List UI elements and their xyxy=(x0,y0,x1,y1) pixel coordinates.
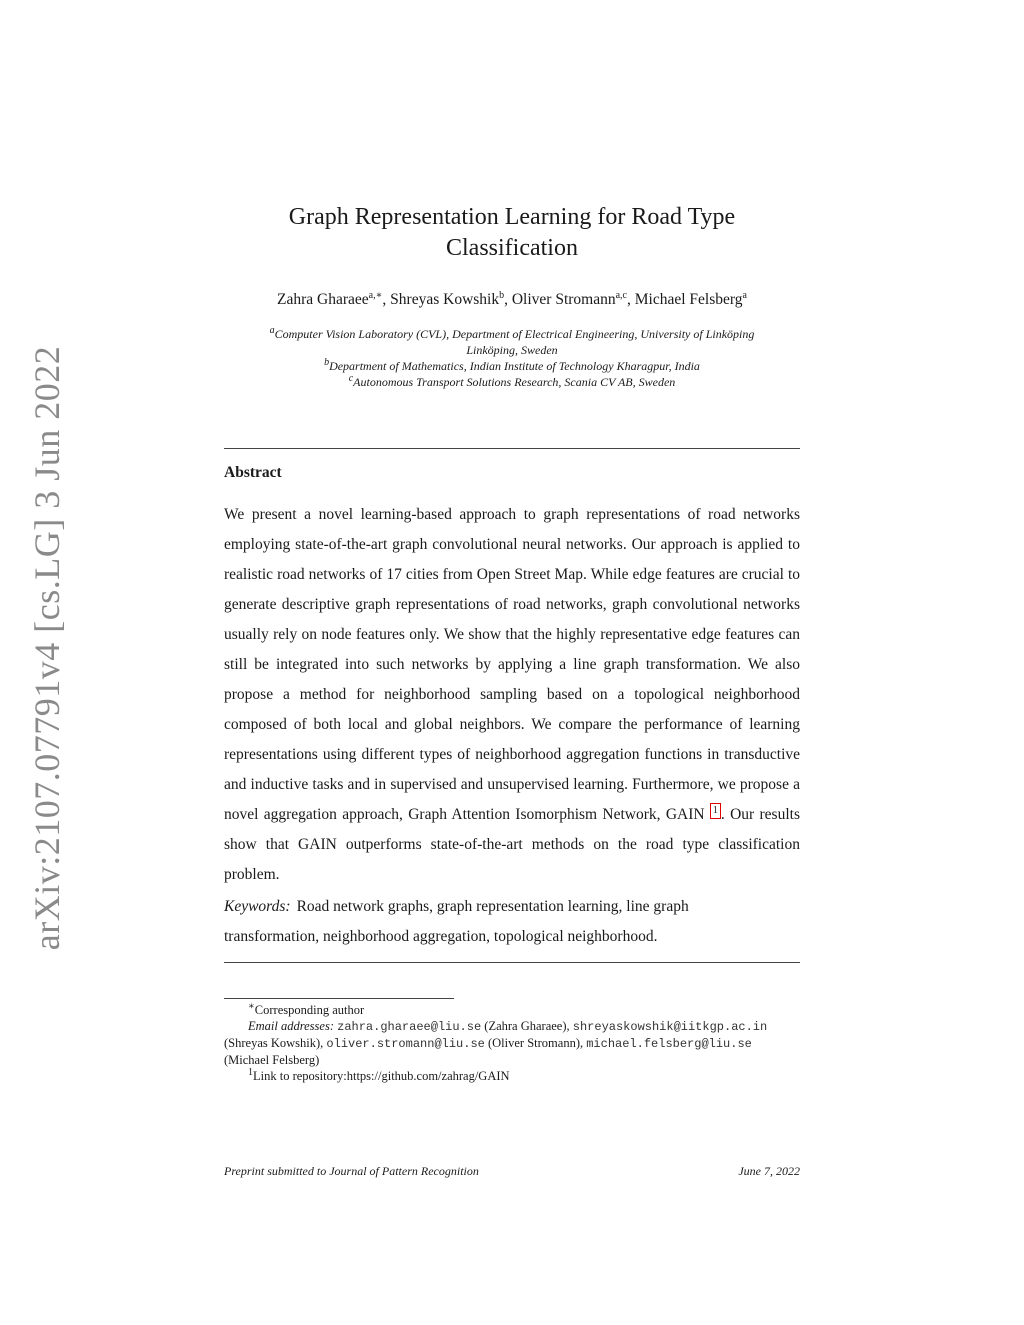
keywords-text: Road network graphs, graph representation learning, line graph transformation, neighborhood aggregation, topological neighborhood. xyxy=(224,898,689,945)
title-line-2: Classification xyxy=(446,235,578,261)
corresponding-author-note xyxy=(224,1002,800,1018)
affiliation-text: Computer Vision Laboratory (CVL), Department of Electrical Engineering, University of Linköping xyxy=(274,327,755,341)
footer-date: June 7, 2022 xyxy=(738,1164,800,1178)
footnote-mark: 1 xyxy=(248,1066,253,1078)
keywords xyxy=(224,892,784,952)
affiliation-item xyxy=(224,374,800,390)
affiliation-item xyxy=(224,326,800,342)
abstract-top-rule xyxy=(224,448,800,449)
author-affil-mark: a,∗ xyxy=(368,289,383,301)
arxiv-identifier: arXiv:2107.07791v4 [cs.LG] 3 Jun 2022 xyxy=(27,345,67,951)
page-footer xyxy=(224,1164,800,1179)
footer-journal: Preprint submitted to Journal of Pattern Recognition xyxy=(224,1164,479,1178)
author-name: Michael Felsberg xyxy=(634,291,743,308)
abstract-text-part: . Our results show that GAIN outperforms state-of-the-art methods on the road type classification problem. xyxy=(224,806,800,883)
email-owner: (Shreyas Kowshik), xyxy=(224,1036,324,1050)
affiliation-mark: c xyxy=(348,373,354,384)
affiliation-item xyxy=(224,342,800,358)
abstract-text xyxy=(224,500,800,890)
footnote-rule xyxy=(224,998,454,999)
email-link[interactable]: oliver.stromann@liu.se xyxy=(326,1037,485,1051)
affiliation-list xyxy=(224,326,800,390)
footnote-link[interactable]: 1 xyxy=(710,803,721,819)
affiliation-item xyxy=(224,358,800,374)
paper-title xyxy=(224,202,800,264)
email-link[interactable]: michael.felsberg@liu.se xyxy=(586,1037,752,1051)
email-link[interactable]: zahra.gharaee@liu.se xyxy=(337,1020,482,1034)
email-owner: (Zahra Gharaee), xyxy=(484,1019,570,1033)
email-label: Email addresses: xyxy=(248,1019,334,1033)
author-affil-mark: a xyxy=(742,289,747,301)
email-link[interactable]: shreyaskowshik@iitkgp.ac.in xyxy=(572,1020,768,1034)
keywords-label: Keywords: xyxy=(224,898,291,915)
footnote-mark: ∗ xyxy=(248,1000,255,1012)
abstract-heading: Abstract xyxy=(224,464,282,481)
author-affil-mark: b xyxy=(499,289,505,301)
author-name: Oliver Stromann xyxy=(511,291,616,308)
affiliation-text: Linköping, Sweden xyxy=(466,343,558,357)
affiliation-text: Autonomous Transport Solutions Research, Scania CV AB, Sweden xyxy=(353,375,676,389)
affiliation-mark: b xyxy=(324,357,330,368)
affiliation-text: Department of Mathematics, Indian Institute of Technology Kharagpur, India xyxy=(329,359,700,373)
author-affil-mark: a,c xyxy=(615,289,627,301)
abstract-text-part: We present a novel learning-based approach to graph representations of road networks employing state-of-the-art graph convolutional neural networks. Our approach is applied to realistic road networks of 17 cities from Open Street Map. While edge features are crucial to generate descriptive graph representations of road networks, graph convolutional networks usually rely on node features only. We show that the highly representative edge features can still be integrated into such networks by applying a line graph transformation. We also propose a method for neighborhood sampling based on a topological neighborhood composed of both local and global neighbors. We compare the performance of learning representations using different types of neighborhood aggregation functions in transductive and inductive tasks and in supervised and unsupervised learning. Furthermore, we propose a novel aggregation approach, Graph Attention Isomorphism Network, GAIN xyxy=(224,506,800,823)
affiliation-mark: a xyxy=(269,325,275,336)
author-name: Zahra Gharaee xyxy=(277,291,369,308)
email-footnote xyxy=(224,1018,800,1068)
footnotes xyxy=(224,1002,800,1084)
title-line-1: Graph Representation Learning for Road Type xyxy=(288,204,736,230)
author-name: Shreyas Kowshik xyxy=(390,291,500,308)
repository-note xyxy=(224,1068,800,1084)
email-owner: (Michael Felsberg) xyxy=(224,1053,320,1067)
abstract-bottom-rule xyxy=(224,962,800,963)
footnote-text: Corresponding author xyxy=(254,1003,365,1017)
email-owner: (Oliver Stromann), xyxy=(487,1036,584,1050)
author-list: Zahra Gharaee$^{a,∗}$, Shreyas Kowshik$^b$, Oliver Stromann$^{a,c}$, Michael Felsberg$^a$ xyxy=(277,289,747,308)
repository-link[interactable]: Link to repository:https://github.com/zahrag/GAIN xyxy=(253,1069,510,1083)
